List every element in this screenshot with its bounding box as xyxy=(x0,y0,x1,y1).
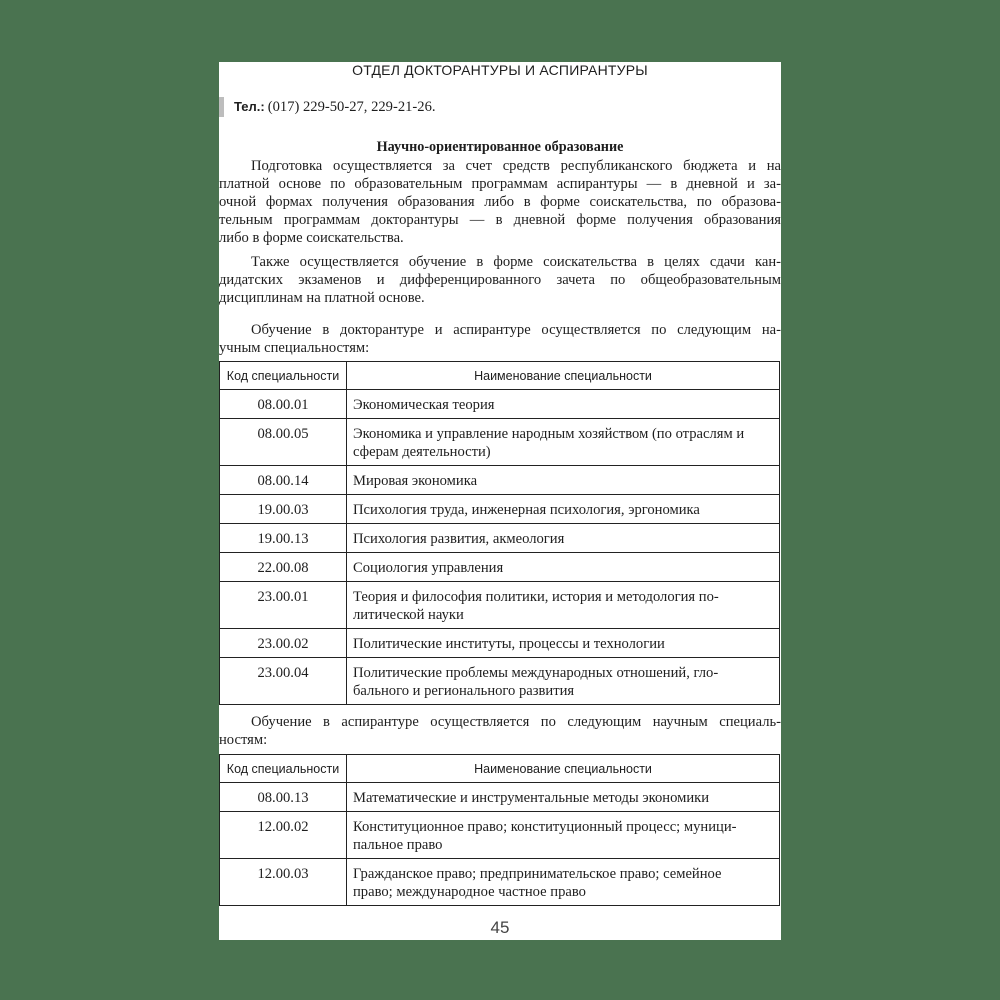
table-row xyxy=(220,524,780,553)
table-row xyxy=(220,553,780,582)
specialty-name: Гражданское право; предпринимательское право; семейное право; международное частное право xyxy=(347,859,780,906)
table-row xyxy=(220,495,780,524)
postgraduate-specialties-table xyxy=(219,754,780,906)
document-page xyxy=(219,62,781,940)
table-row xyxy=(220,390,780,419)
text-line: либо в форме соискательства. xyxy=(219,230,404,246)
text-line: очной формах получения образования либо в форме соискательства, по образова- xyxy=(219,194,781,210)
specialty-code: 23.00.02 xyxy=(220,629,347,658)
department-title: ОТДЕЛ ДОКТОРАНТУРЫ И АСПИРАНТУРЫ xyxy=(352,62,648,78)
section-heading: Научно-ориентированное образование xyxy=(376,139,624,155)
text-line: дидатских экзаменов и дифференцированного зачета по общеобразовательным xyxy=(219,272,781,288)
phone-line xyxy=(219,97,436,117)
table-row xyxy=(220,629,780,658)
text-line: Также осуществляется обучение в форме соискательства в целях сдачи кан- xyxy=(251,254,781,270)
specialty-code: 08.00.14 xyxy=(220,466,347,495)
specialty-code: 12.00.03 xyxy=(220,859,347,906)
specialty-code: 23.00.01 xyxy=(220,582,347,629)
text-line: ностям: xyxy=(219,732,268,748)
phone-value: (017) 229-50-27, 229-21-26. xyxy=(267,99,436,115)
specialty-name: Экономика и управление народным хозяйством (по отраслям и сферам деятельности) xyxy=(347,419,780,466)
header-name: Наименование специальности xyxy=(347,362,780,390)
specialty-name: Психология труда, инженерная психология, эргономика xyxy=(347,495,780,524)
specialty-code: 08.00.13 xyxy=(220,783,347,812)
specialty-code: 19.00.13 xyxy=(220,524,347,553)
specialty-code: 23.00.04 xyxy=(220,658,347,705)
paragraph-postgraduate-intro xyxy=(219,713,781,749)
specialty-code: 19.00.03 xyxy=(220,495,347,524)
page-number: 45 xyxy=(490,918,510,937)
specialty-name: Политические проблемы международных отношений, гло-бального и регионального развития xyxy=(347,658,780,705)
header-name: Наименование специальности xyxy=(347,755,780,783)
text-line: Обучение в докторантуре и аспирантуре осуществляется по следующим на- xyxy=(251,322,781,338)
text-line: Обучение в аспирантуре осуществляется по следующим научным специаль- xyxy=(251,714,781,730)
text-line: тельным программам докторантуры — в дневной форме получения образования xyxy=(219,212,781,228)
phone-label: Тел.: xyxy=(234,99,265,114)
phone-marker-bar xyxy=(219,97,224,117)
specialty-name: Социология управления xyxy=(347,553,780,582)
text-line: Подготовка осуществляется за счет средств республиканского бюджета и на xyxy=(251,158,781,174)
specialty-name: Политические институты, процессы и технологии xyxy=(347,629,780,658)
specialty-name: Математические и инструментальные методы экономики xyxy=(347,783,780,812)
table-row xyxy=(220,466,780,495)
specialty-name: Экономическая теория xyxy=(347,390,780,419)
table-header-row xyxy=(220,755,780,783)
table-row xyxy=(220,783,780,812)
text-line: учным специальностям: xyxy=(219,340,370,356)
specialty-name: Теория и философия политики, история и методология по-литической науки xyxy=(347,582,780,629)
specialty-code: 22.00.08 xyxy=(220,553,347,582)
table-row xyxy=(220,658,780,705)
text-line: платной основе по образовательным программам аспирантуры — в дневной и за- xyxy=(219,176,781,192)
specialty-code: 12.00.02 xyxy=(220,812,347,859)
text-line: дисциплинам на платной основе. xyxy=(219,290,425,306)
table-header-row xyxy=(220,362,780,390)
table-row xyxy=(220,812,780,859)
paragraph-doctoral-intro xyxy=(219,321,781,357)
header-code: Код специальности xyxy=(220,755,347,783)
specialty-code: 08.00.01 xyxy=(220,390,347,419)
table-row xyxy=(220,419,780,466)
doctoral-specialties-table xyxy=(219,361,780,705)
header-code: Код специальности xyxy=(220,362,347,390)
specialty-name: Психология развития, акмеология xyxy=(347,524,780,553)
specialty-name: Конституционное право; конституционный процесс; муници-пальное право xyxy=(347,812,780,859)
specialty-code: 08.00.05 xyxy=(220,419,347,466)
table-row xyxy=(220,859,780,906)
table-row xyxy=(220,582,780,629)
paragraph-external-study xyxy=(219,253,781,307)
paragraph-funding xyxy=(219,157,781,247)
specialty-name: Мировая экономика xyxy=(347,466,780,495)
